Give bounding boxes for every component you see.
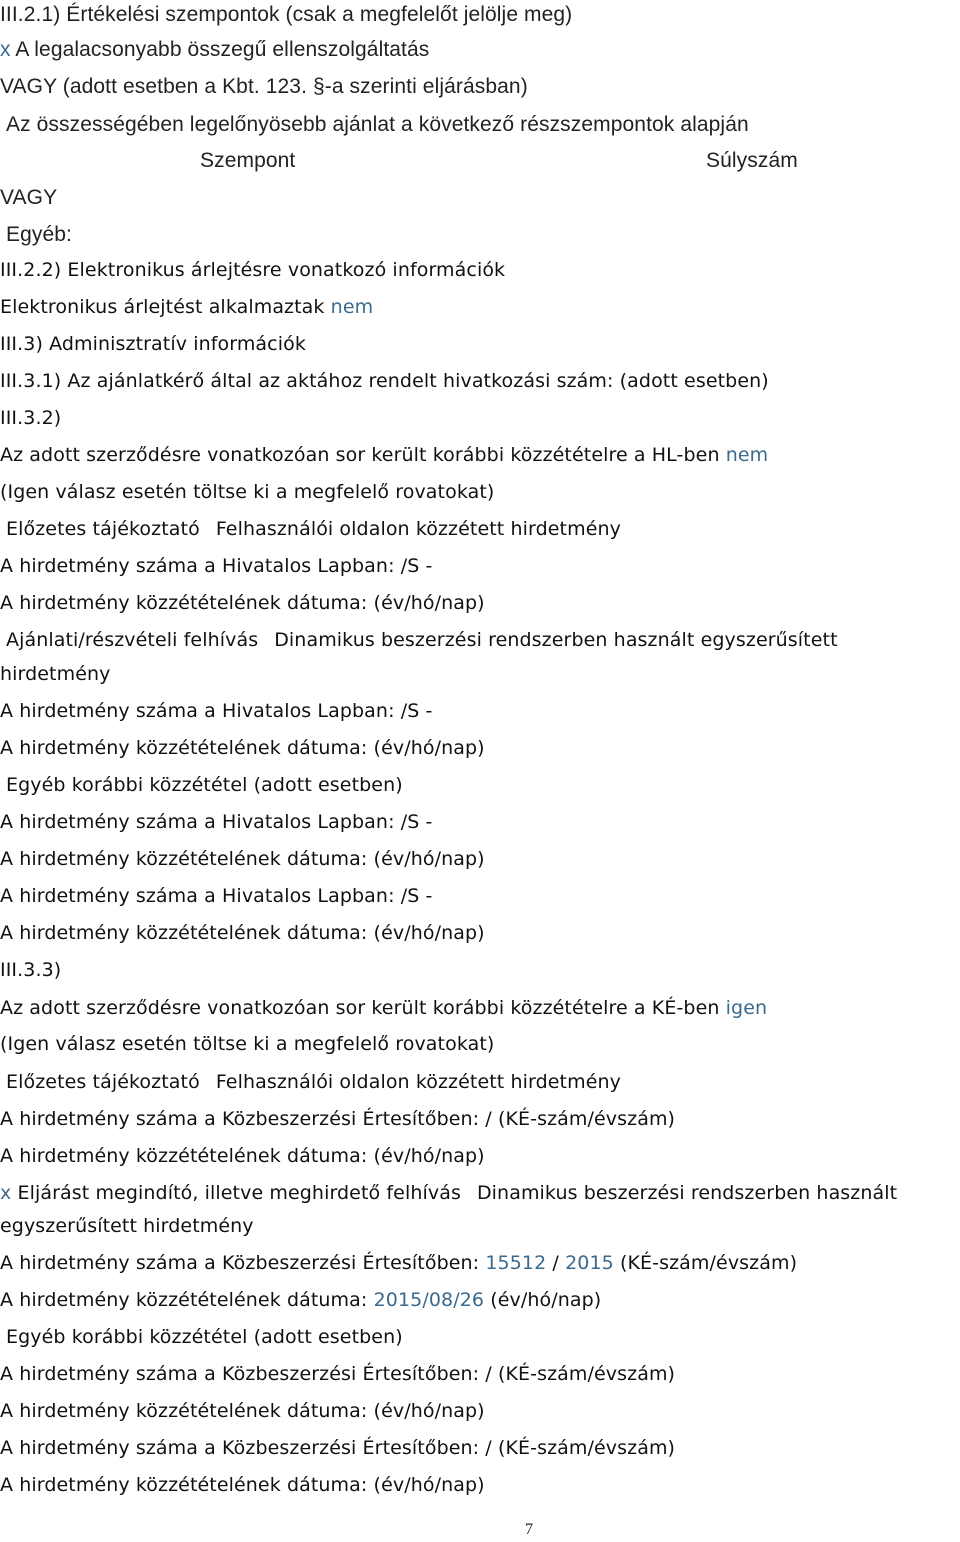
notice-date-format: (év/hó/nap) [490,1289,602,1311]
notice-date-value: 2015/08/26 [373,1289,485,1311]
checkbox-mark: x [0,38,11,61]
notice-number-label: A hirdetmény száma a Közbeszerzési Értesítőben: [0,1252,480,1274]
ke-notice-number: A hirdetmény száma a Közbeszerzési Értesítőben: / (KÉ-szám/évszám) [0,1363,676,1385]
hl-option-call-cont: hirdetmény [0,663,111,685]
ke-option-call [0,1175,897,1212]
option-label: Felhasználói oldalon közzétett hirdetmény [215,518,621,540]
criterion-header: Szempont [200,149,296,172]
hl-option-prior-info [6,511,621,548]
heading-iii-3-1: III.3.1) Az ajánlatkérő által az aktához rendelt hivatkozási szám: (adott esetben) [0,370,769,392]
notice-number-separator: / [552,1252,559,1274]
hl-notice-date: A hirdetmény közzétételének dátuma: (év/hó/nap) [0,737,485,759]
ke-notice-date: A hirdetmény közzétételének dátuma: (év/hó/nap) [0,1474,485,1496]
hl-question-label: Az adott szerződésre vonatkozóan sor került korábbi közzétételre a HL-ben [0,444,720,466]
option-label: Felhasználói oldalon közzétett hirdetmény [215,1071,621,1093]
heading-iii-3-2: III.3.2) [0,407,62,429]
hl-notice-number: A hirdetmény száma a Hivatalos Lapban: /S - [0,811,433,833]
heading-iii-3-3: III.3.3) [0,959,62,981]
heading-iii-3: III.3) Adminisztratív információk [0,333,306,355]
notice-date-label: A hirdetmény közzétételének dátuma: [0,1289,368,1311]
notice-year-value: 2015 [565,1252,614,1274]
or-clause: VAGY (adott esetben a Kbt. 123. §-a szerinti eljárásban) [0,75,528,98]
e-auction-line [0,289,373,326]
option-label: Előzetes tájékoztató [6,1071,200,1093]
page-number: 7 [525,1521,533,1538]
best-value-line: Az összességében legelőnyösebb ajánlat a következő részszempontok alapján [6,113,749,136]
weight-header: Súlyszám [706,149,798,172]
ke-question [0,990,767,1027]
hl-notice-number: A hirdetmény száma a Hivatalos Lapban: /S - [0,700,433,722]
ke-question-label: Az adott szerződésre vonatkozóan sor került korábbi közzétételre a KÉ-ben [0,997,720,1019]
ke-notice-date: A hirdetmény közzétételének dátuma: (év/hó/nap) [0,1400,485,1422]
other-label: Egyéb: [6,223,72,246]
heading-iii-2-2: III.2.2) Elektronikus árlejtésre vonatkozó információk [0,259,506,281]
hl-hint: (Igen válasz esetén töltse ki a megfelelő rovatokat) [0,481,495,503]
or-label: VAGY [0,186,58,209]
hl-question-value: nem [725,444,769,466]
hl-notice-date: A hirdetmény közzétételének dátuma: (év/hó/nap) [0,848,485,870]
option-label: Dinamikus beszerzési rendszerben használt egyszerűsített [274,629,838,651]
hl-option-call [6,622,838,659]
option-label: Eljárást megindító, illetve meghirdető felhívás [17,1182,461,1204]
hl-question [0,437,768,474]
notice-number-format: (KÉ-szám/évszám) [619,1252,798,1274]
ke-hint: (Igen válasz esetén töltse ki a megfelelő rovatokat) [0,1033,495,1055]
ke-notice-number-filled [0,1245,797,1282]
e-auction-label: Elektronikus árlejtést alkalmaztak [0,296,325,318]
option-lowest-price [0,31,429,68]
notice-number-value: 15512 [485,1252,547,1274]
option-label: Előzetes tájékoztató [6,518,200,540]
hl-notice-date: A hirdetmény közzétételének dátuma: (év/hó/nap) [0,922,485,944]
ke-option-call-cont: egyszerűsített hirdetmény [0,1215,254,1237]
heading-iii-2-1: III.2.1) Értékelési szempontok (csak a megfelelőt jelölje meg) [0,3,573,26]
ke-notice-number: A hirdetmény száma a Közbeszerzési Értesítőben: / (KÉ-szám/évszám) [0,1108,676,1130]
hl-notice-number: A hirdetmény száma a Hivatalos Lapban: /S - [0,555,433,577]
hl-notice-number: A hirdetmény száma a Hivatalos Lapban: /S - [0,885,433,907]
hl-option-other: Egyéb korábbi közzététel (adott esetben) [6,774,403,796]
ke-notice-date: A hirdetmény közzétételének dátuma: (év/hó/nap) [0,1145,485,1167]
hl-notice-date: A hirdetmény közzétételének dátuma: (év/hó/nap) [0,592,485,614]
option-label: A legalacsonyabb összegű ellenszolgáltatás [15,38,430,61]
ke-notice-date-filled [0,1282,601,1319]
ke-notice-number: A hirdetmény száma a Közbeszerzési Értesítőben: / (KÉ-szám/évszám) [0,1437,676,1459]
ke-question-value: igen [725,997,768,1019]
e-auction-value: nem [330,296,374,318]
option-label: Dinamikus beszerzési rendszerben használt [476,1182,898,1204]
option-label: Ajánlati/részvételi felhívás [6,629,259,651]
ke-option-other: Egyéb korábbi közzététel (adott esetben) [6,1326,403,1348]
checkbox-mark: x [0,1182,12,1204]
ke-option-prior-info [6,1064,621,1101]
